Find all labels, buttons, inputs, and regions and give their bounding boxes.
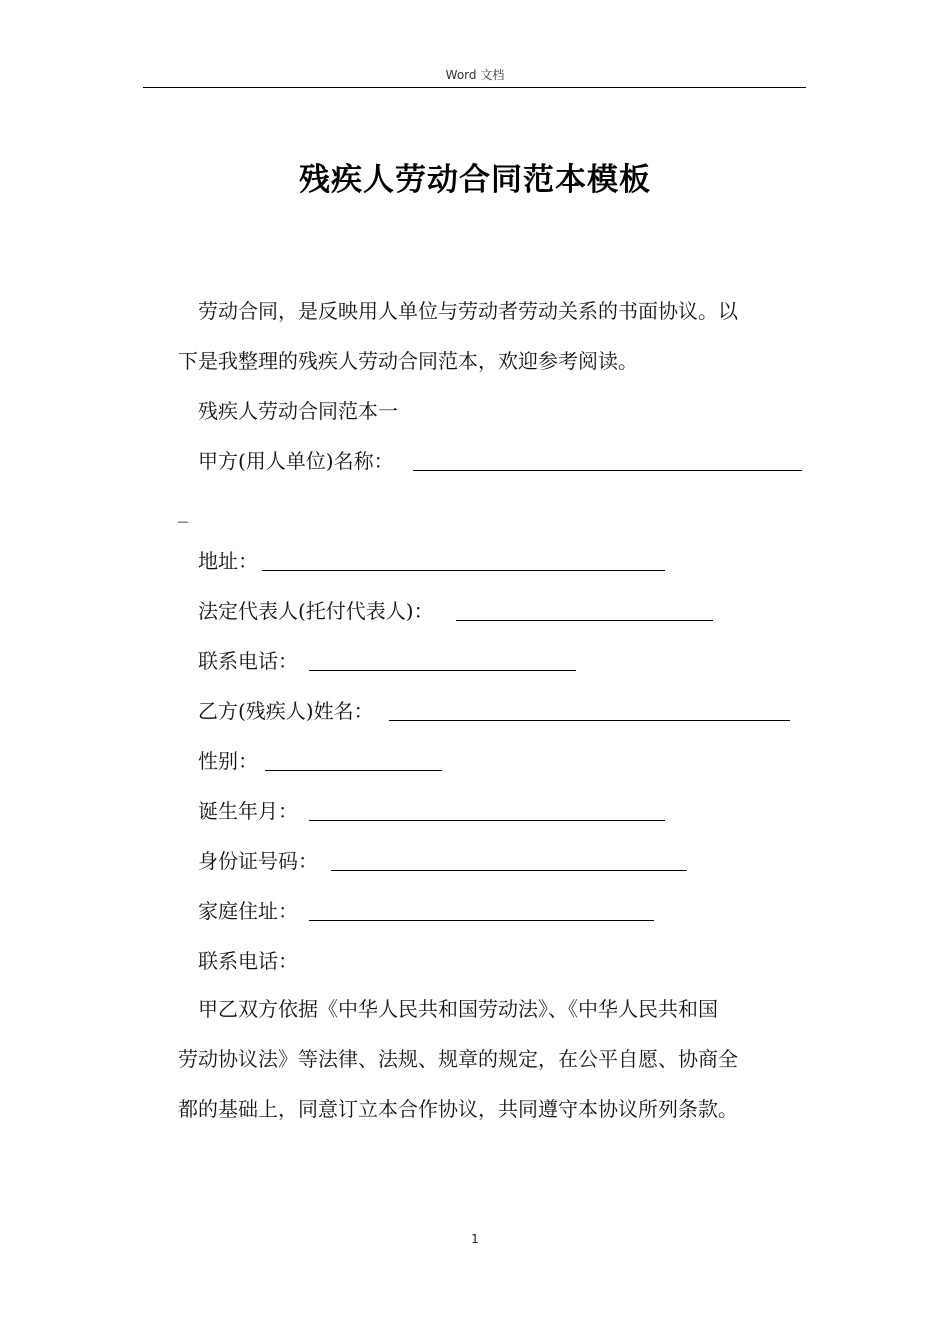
address-blank <box>262 570 665 571</box>
legal-rep-blank <box>456 620 713 621</box>
gender-blank <box>265 770 442 771</box>
closing-line-3: 都的基础上，同意订立本合作协议，共同遵守本协议所列条款。 <box>178 1097 738 1121</box>
closing-line-1: 甲乙双方依据《中华人民共和国劳动法》、《中华人民共和国 <box>198 997 718 1021</box>
page-header-label: Word 文档 <box>445 68 505 82</box>
party-a-name-label: 甲方(用人单位)名称： <box>198 449 394 473</box>
party-b-name-blank <box>389 720 790 721</box>
intro-line-1: 劳动合同，是反映用人单位与劳动者劳动关系的书面协议。以 <box>198 299 738 323</box>
birth-blank <box>309 820 665 821</box>
home-address-blank <box>309 920 654 921</box>
phone-b-label: 联系电话： <box>198 949 298 973</box>
id-number-blank <box>331 870 687 871</box>
phone-a-blank <box>309 670 576 671</box>
phone-a-label: 联系电话： <box>198 649 298 673</box>
page-number: 1 <box>471 1232 479 1246</box>
party-a-name-blank <box>413 470 802 471</box>
closing-line-2: 劳动协议法》等法律、法规、规章的规定，在公平自愿、协商全 <box>178 1047 738 1071</box>
legal-rep-label: 法定代表人(托付代表人)： <box>198 599 434 623</box>
intro-line-2: 下是我整理的残疾人劳动合同范本，欢迎参考阅读。 <box>178 349 638 373</box>
document-title: 残疾人劳动合同范本模板 <box>299 162 651 198</box>
party-a-name-continuation: _ <box>178 499 188 523</box>
gender-label: 性别： <box>198 749 258 773</box>
address-label: 地址： <box>198 549 258 573</box>
birth-label: 诞生年月： <box>198 799 298 823</box>
home-address-label: 家庭住址： <box>198 899 298 923</box>
section-title: 残疾人劳动合同范本一 <box>198 399 398 423</box>
header-divider <box>143 87 806 88</box>
id-number-label: 身份证号码： <box>198 849 318 873</box>
party-b-name-label: 乙方(残疾人)姓名： <box>198 699 374 723</box>
